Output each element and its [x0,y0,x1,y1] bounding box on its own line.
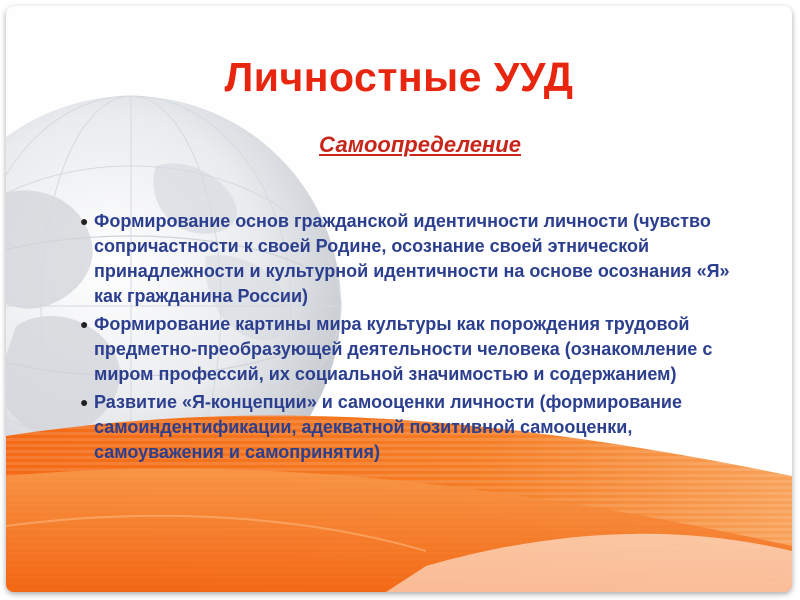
slide-subtitle: Самоопределение [319,132,521,157]
bullet-text-1: Формирование основ гражданской идентичности личности (чувство сопричастности к своей Родине, осознание своей этнической принадлежности и культурной идентичности на основе осознания «Я» как гражданина России) [94,211,730,306]
slide-title: Личностные УУД [224,54,574,100]
bullet-item-1 [80,209,740,309]
bullet-item-3 [80,390,740,465]
bullet-text-2: Формирование картины мира культуры как порождения трудовой предметно-преобразующей деятельности человека (ознакомление с миром профессий, их социальной значимостью и содержанием) [94,314,713,384]
bullet-list [80,209,740,468]
bullet-marker: ● [80,213,89,229]
slide-frame [6,6,792,592]
bullet-marker: ● [80,316,89,332]
bullet-item-2 [80,312,740,387]
bullet-text-3: Развитие «Я-концепции» и самооценки личности (формирование самоиндентификации, адекватной позитивной самооценки, самоуважения и самопринятия) [94,392,682,462]
bullet-marker: ● [80,394,89,410]
